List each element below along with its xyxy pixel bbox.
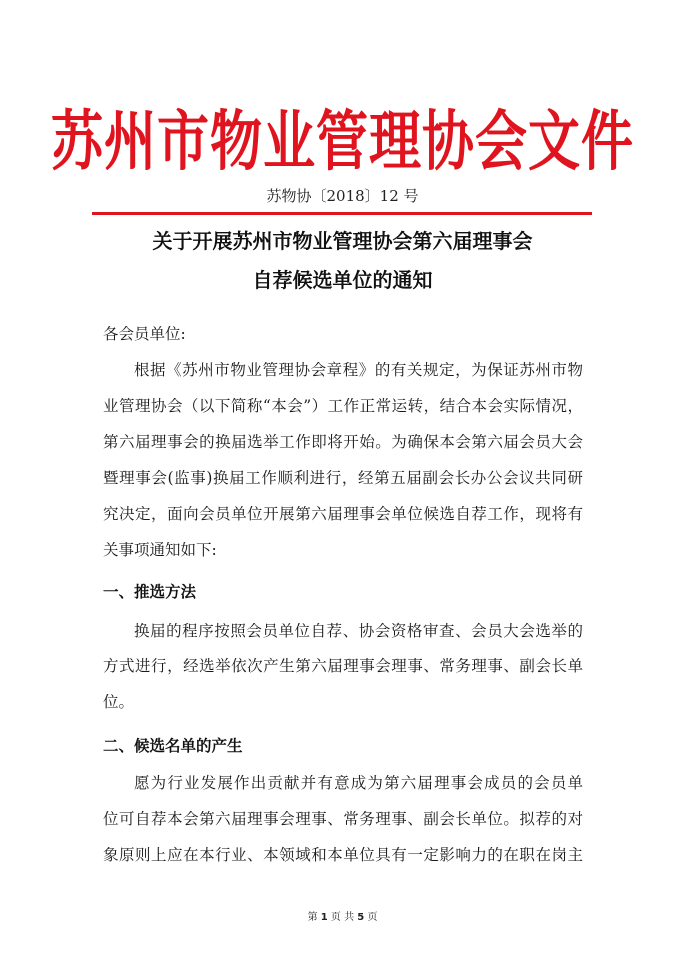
section-2-line-3: 象原则上应在本行业、本领域和本单位具有一定影响力的在职在岗主 <box>103 846 583 864</box>
footer-page-number: 1 <box>320 912 328 923</box>
notice-title-line-1: 关于开展苏州市物业管理协会第六届理事会 <box>152 229 533 253</box>
intro-line-1: 根据《苏州市物业管理协会章程》的有关规定，为保证苏州市物 <box>134 361 583 379</box>
section-1-line-2: 方式进行，经选举依次产生第六届理事会理事、常务理事、副会长单 <box>103 657 583 675</box>
footer-suffix: 页 <box>367 912 378 923</box>
red-separator-rule <box>92 212 592 215</box>
section-2-line-1: 愿为行业发展作出贡献并有意成为第六届理事会成员的会员单 <box>134 774 583 792</box>
document-number: 苏物协〔2018〕12 号 <box>266 187 419 205</box>
section-1-heading: 一、推选方法 <box>103 583 197 601</box>
section-2-heading: 二、候选名单的产生 <box>103 737 243 755</box>
intro-line-6: 关事项通知如下: <box>103 541 217 559</box>
intro-line-2: 业管理协会（以下简称“本会”）工作正常运转，结合本会实际情况， <box>103 397 583 415</box>
footer-middle: 页 共 <box>330 912 355 923</box>
footer-total-pages: 5 <box>357 912 365 923</box>
intro-line-4: 暨理事会(监事)换届工作顺利进行，经第五届副会长办公会议共同研 <box>103 469 583 487</box>
section-2-line-2: 位可自荐本会第六届理事会理事、常务理事、副会长单位。拟荐的对 <box>103 810 583 828</box>
intro-line-5: 究决定，面向会员单位开展第六届理事会单位候选自荐工作，现将有 <box>103 505 583 523</box>
salutation: 各会员单位: <box>103 325 186 343</box>
notice-title-line-2: 自荐候选单位的通知 <box>252 268 433 292</box>
document-masthead: 苏州市物业管理协会文件 <box>50 104 634 180</box>
section-1-line-1: 换届的程序按照会员单位自荐、协会资格审查、会员大会选举的 <box>134 622 583 640</box>
page-footer <box>0 911 685 925</box>
section-1-line-3: 位。 <box>103 693 135 711</box>
footer-prefix: 第 <box>307 912 318 923</box>
intro-line-3: 第六届理事会的换届选举工作即将开始。为确保本会第六届会员大会 <box>103 433 583 451</box>
